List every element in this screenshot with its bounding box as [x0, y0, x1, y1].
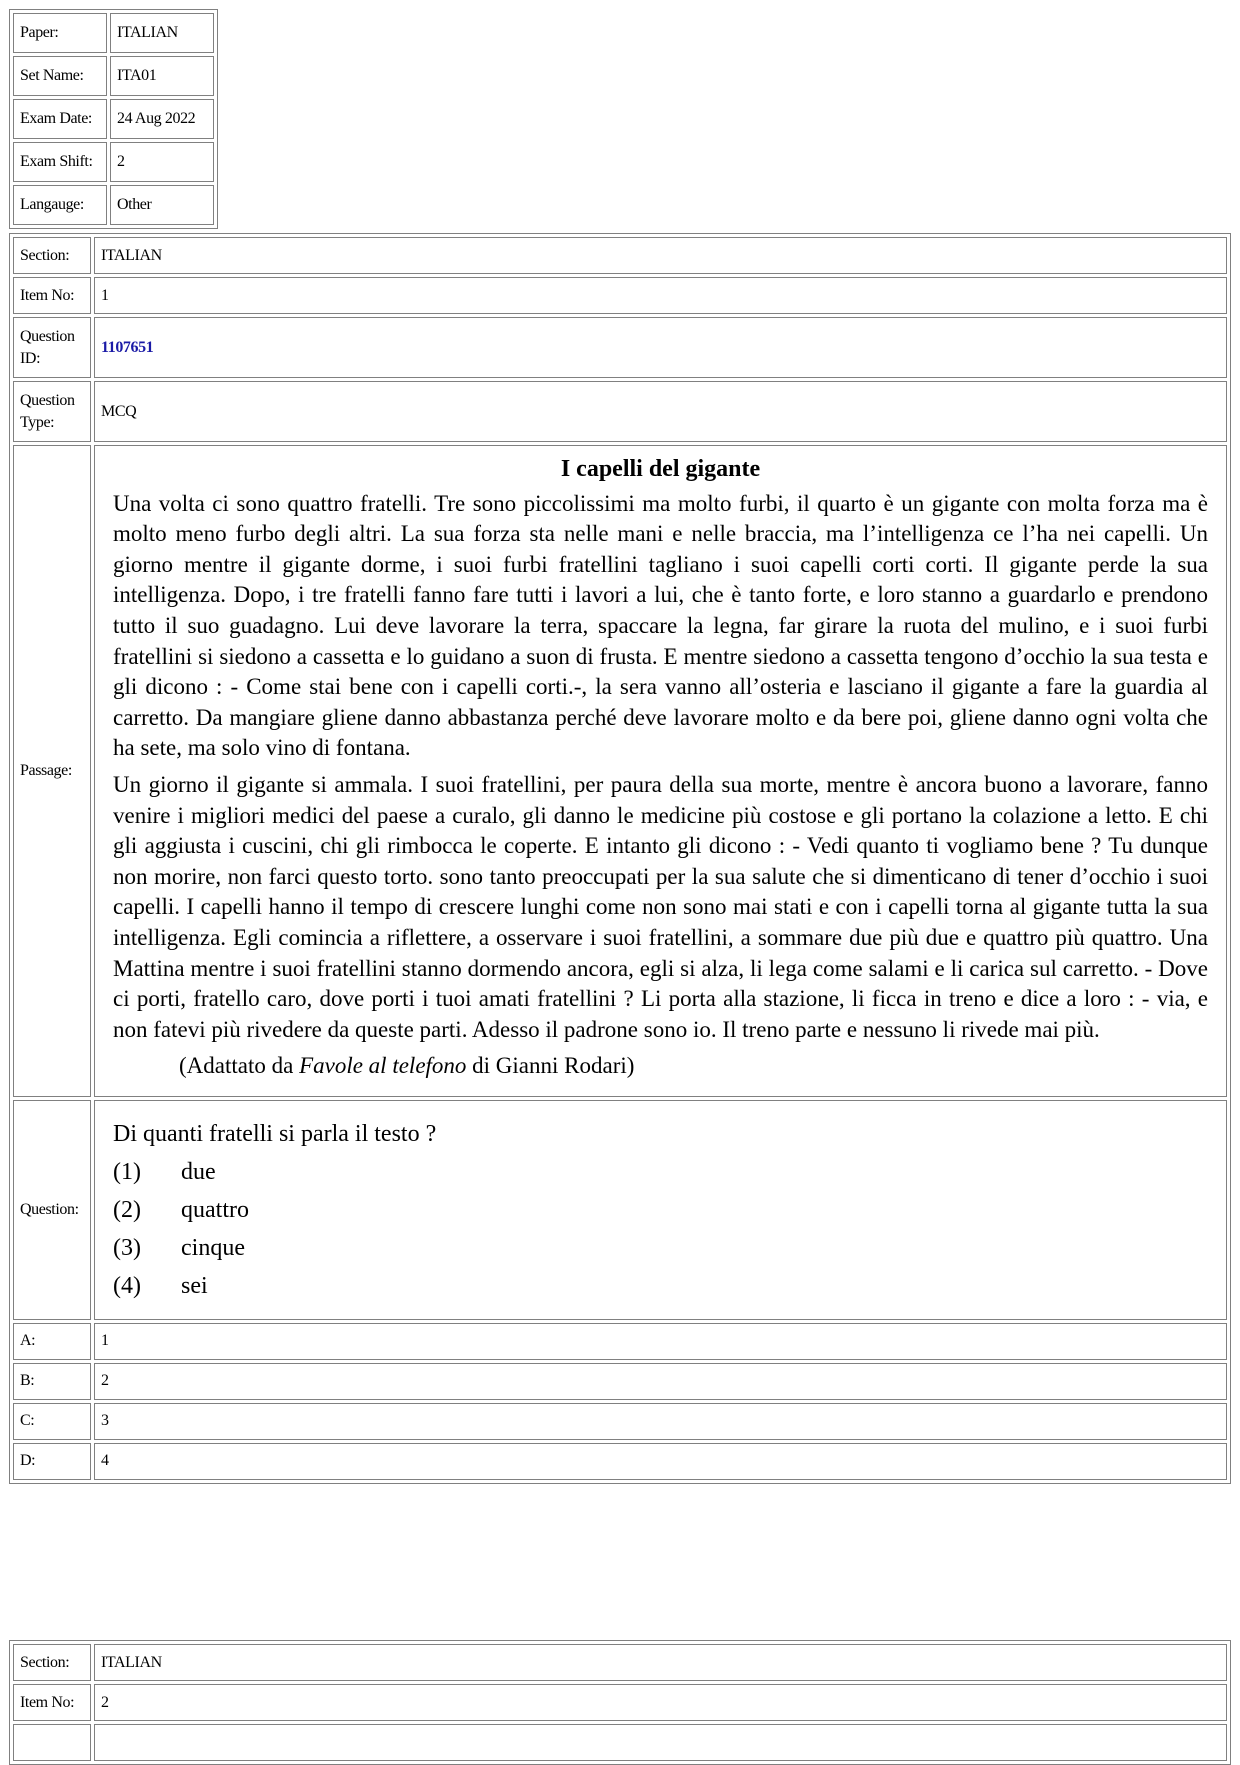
question-id-label: Question ID: — [13, 317, 91, 378]
item-value: 2 — [94, 1684, 1227, 1721]
section-label: Section: — [13, 237, 91, 274]
info-row-language — [13, 185, 214, 225]
question-type-row — [13, 381, 1227, 442]
exam-info-table — [9, 9, 218, 229]
info-row-paper — [13, 13, 214, 53]
answer-value: 2 — [94, 1363, 1227, 1400]
section-label: Section: — [13, 1644, 91, 1681]
info-value: ITALIAN — [110, 13, 214, 53]
question-id-label — [13, 1724, 91, 1761]
credit-book-title: Favole al telefono — [299, 1053, 467, 1079]
option-text: quattro — [181, 1196, 249, 1223]
section-value: ITALIAN — [94, 1644, 1227, 1681]
answer-label: D: — [13, 1443, 91, 1480]
answer-value: 1 — [94, 1323, 1227, 1360]
option-item — [113, 1267, 1208, 1305]
passage-paragraph-2: Un giorno il gigante si ammala. I suoi fratellini, per paura della sua morte, mentre è ancora buono a lavorare, fanno venire i migliori medici del paese a curalo, gli danno le medicine più costose e gli portano la colazione a letto. E chi gli aggiusta i cuscini, chi gli rimbocca le coperte. E intanto gli dicono : - Vedi quanto ti vogliamo bene ? Tu dunque non morire, non farci questo torto. sono tanto preoccupati per la sua salute che si dimenticano di tener d’occhio i suoi capelli. I capelli hanno il tempo di crescere lunghi come non sono mai stati e con i capelli torna al gigante tutta la sua intelligenza. Egli comincia a riflettere, a osservare i suoi fratellini, a sommare due più due e quattro più quattro. Una Mattina mentre i suoi fratellini stanno dormendo ancora, egli si alza, li lega come salami e li carica sul carretto. - Dove ci porti, fratello caro, dove porti i tuoi amati fratellini ? Li porta alla stazione, li ficca in treno e dice a loro : - via, e non fatevi più rivedere da queste parti. Adesso il padrone sono io. Il treno parte e nessuno li rivede mai più. — [113, 771, 1208, 1042]
option-number: (2) — [113, 1196, 141, 1223]
section-row — [13, 1644, 1227, 1681]
option-number: (3) — [113, 1234, 141, 1261]
answer-row-b — [13, 1363, 1227, 1400]
passage-label: Passage: — [13, 445, 91, 1097]
question-type-value: MCQ — [94, 381, 1227, 442]
info-value: ITA01 — [110, 56, 214, 96]
item-row — [13, 277, 1227, 314]
answer-value: 3 — [94, 1403, 1227, 1440]
question-id-value — [94, 1724, 1227, 1761]
question-table-1 — [9, 233, 1231, 1484]
info-row-set-name — [13, 56, 214, 96]
info-row-exam-shift — [13, 142, 214, 182]
info-row-exam-date — [13, 99, 214, 139]
info-value: 24 Aug 2022 — [110, 99, 214, 139]
answer-label: B: — [13, 1363, 91, 1400]
question-id-row — [13, 1724, 1227, 1761]
answer-label: C: — [13, 1403, 91, 1440]
item-value: 1 — [94, 277, 1227, 314]
passage-cell — [94, 445, 1227, 1097]
info-label: Langauge: — [13, 185, 107, 225]
question-id-row — [13, 317, 1227, 378]
option-text: due — [181, 1158, 216, 1185]
option-text: cinque — [181, 1234, 245, 1261]
passage-paragraph-1: Una volta ci sono quattro fratelli. Tre sono piccolissimi ma molto furbi, il quarto è un gigante con molta forza ma è molto meno furbo degli altri. La sua forza sta nelle mani e nelle braccia, ma l’intelligenza ce l’ha nei capelli. Un giorno mentre il gigante dorme, i suoi furbi fratellini tagliano i suoi capelli corti corti. Il gigante perde la sua intelligenza. Dopo, i tre fratelli fanno fare tutti i lavori a lui, che è tanto forte, e loro stanno a guardarlo e prendono tutto il suo guadagno. Lui deve lavorare la terra, spaccare la legna, far girare la ruota del mulino, e i suoi furbi fratellini si siedono a cassetta e lo guidano a suon di frusta. E mentre siedono a cassetta tengono d’occhio la sua testa e gli dicono : - Come stai bene con i capelli corti.-, la sera vanno all’osteria e lasciano il gigante a fare la guardia al carretto. Da mangiare gliene danno abbastanza perché deve lavorare molto e da bere poi, gliene danno ogni volta che ha sete, ma solo vino di fontana. — [113, 490, 1208, 761]
question-row — [13, 1100, 1227, 1320]
option-number: (4) — [113, 1272, 141, 1299]
answer-value: 4 — [94, 1443, 1227, 1480]
info-value: 2 — [110, 142, 214, 182]
question-table-2 — [9, 1640, 1231, 1765]
answer-row-c — [13, 1403, 1227, 1440]
option-number: (1) — [113, 1158, 141, 1185]
item-row — [13, 1684, 1227, 1721]
info-label: Exam Date: — [13, 99, 107, 139]
question-id-value: 1107651 — [94, 317, 1227, 378]
credit-prefix: (Adattato da — [179, 1053, 300, 1079]
credit-suffix: di Gianni Rodari) — [466, 1053, 635, 1079]
item-label: Item No: — [13, 277, 91, 314]
section-row — [13, 237, 1227, 274]
info-label: Set Name: — [13, 56, 107, 96]
passage-credit — [113, 1051, 1208, 1082]
item-label: Item No: — [13, 1684, 91, 1721]
section-value: ITALIAN — [94, 237, 1227, 274]
answer-row-a — [13, 1323, 1227, 1360]
question-type-label: Question Type: — [13, 381, 91, 442]
option-text: sei — [181, 1272, 208, 1299]
info-value: Other — [110, 185, 214, 225]
answer-label: A: — [13, 1323, 91, 1360]
option-item — [113, 1153, 1208, 1191]
passage-title: I capelli del gigante — [560, 456, 761, 482]
question-cell — [94, 1100, 1227, 1320]
answer-row-d — [13, 1443, 1227, 1480]
question-label: Question: — [13, 1100, 91, 1320]
option-item — [113, 1229, 1208, 1267]
passage-row — [13, 445, 1227, 1097]
question-text: Di quanti fratelli si parla il testo ? — [113, 1120, 437, 1147]
info-label: Paper: — [13, 13, 107, 53]
info-label: Exam Shift: — [13, 142, 107, 182]
option-item — [113, 1191, 1208, 1229]
